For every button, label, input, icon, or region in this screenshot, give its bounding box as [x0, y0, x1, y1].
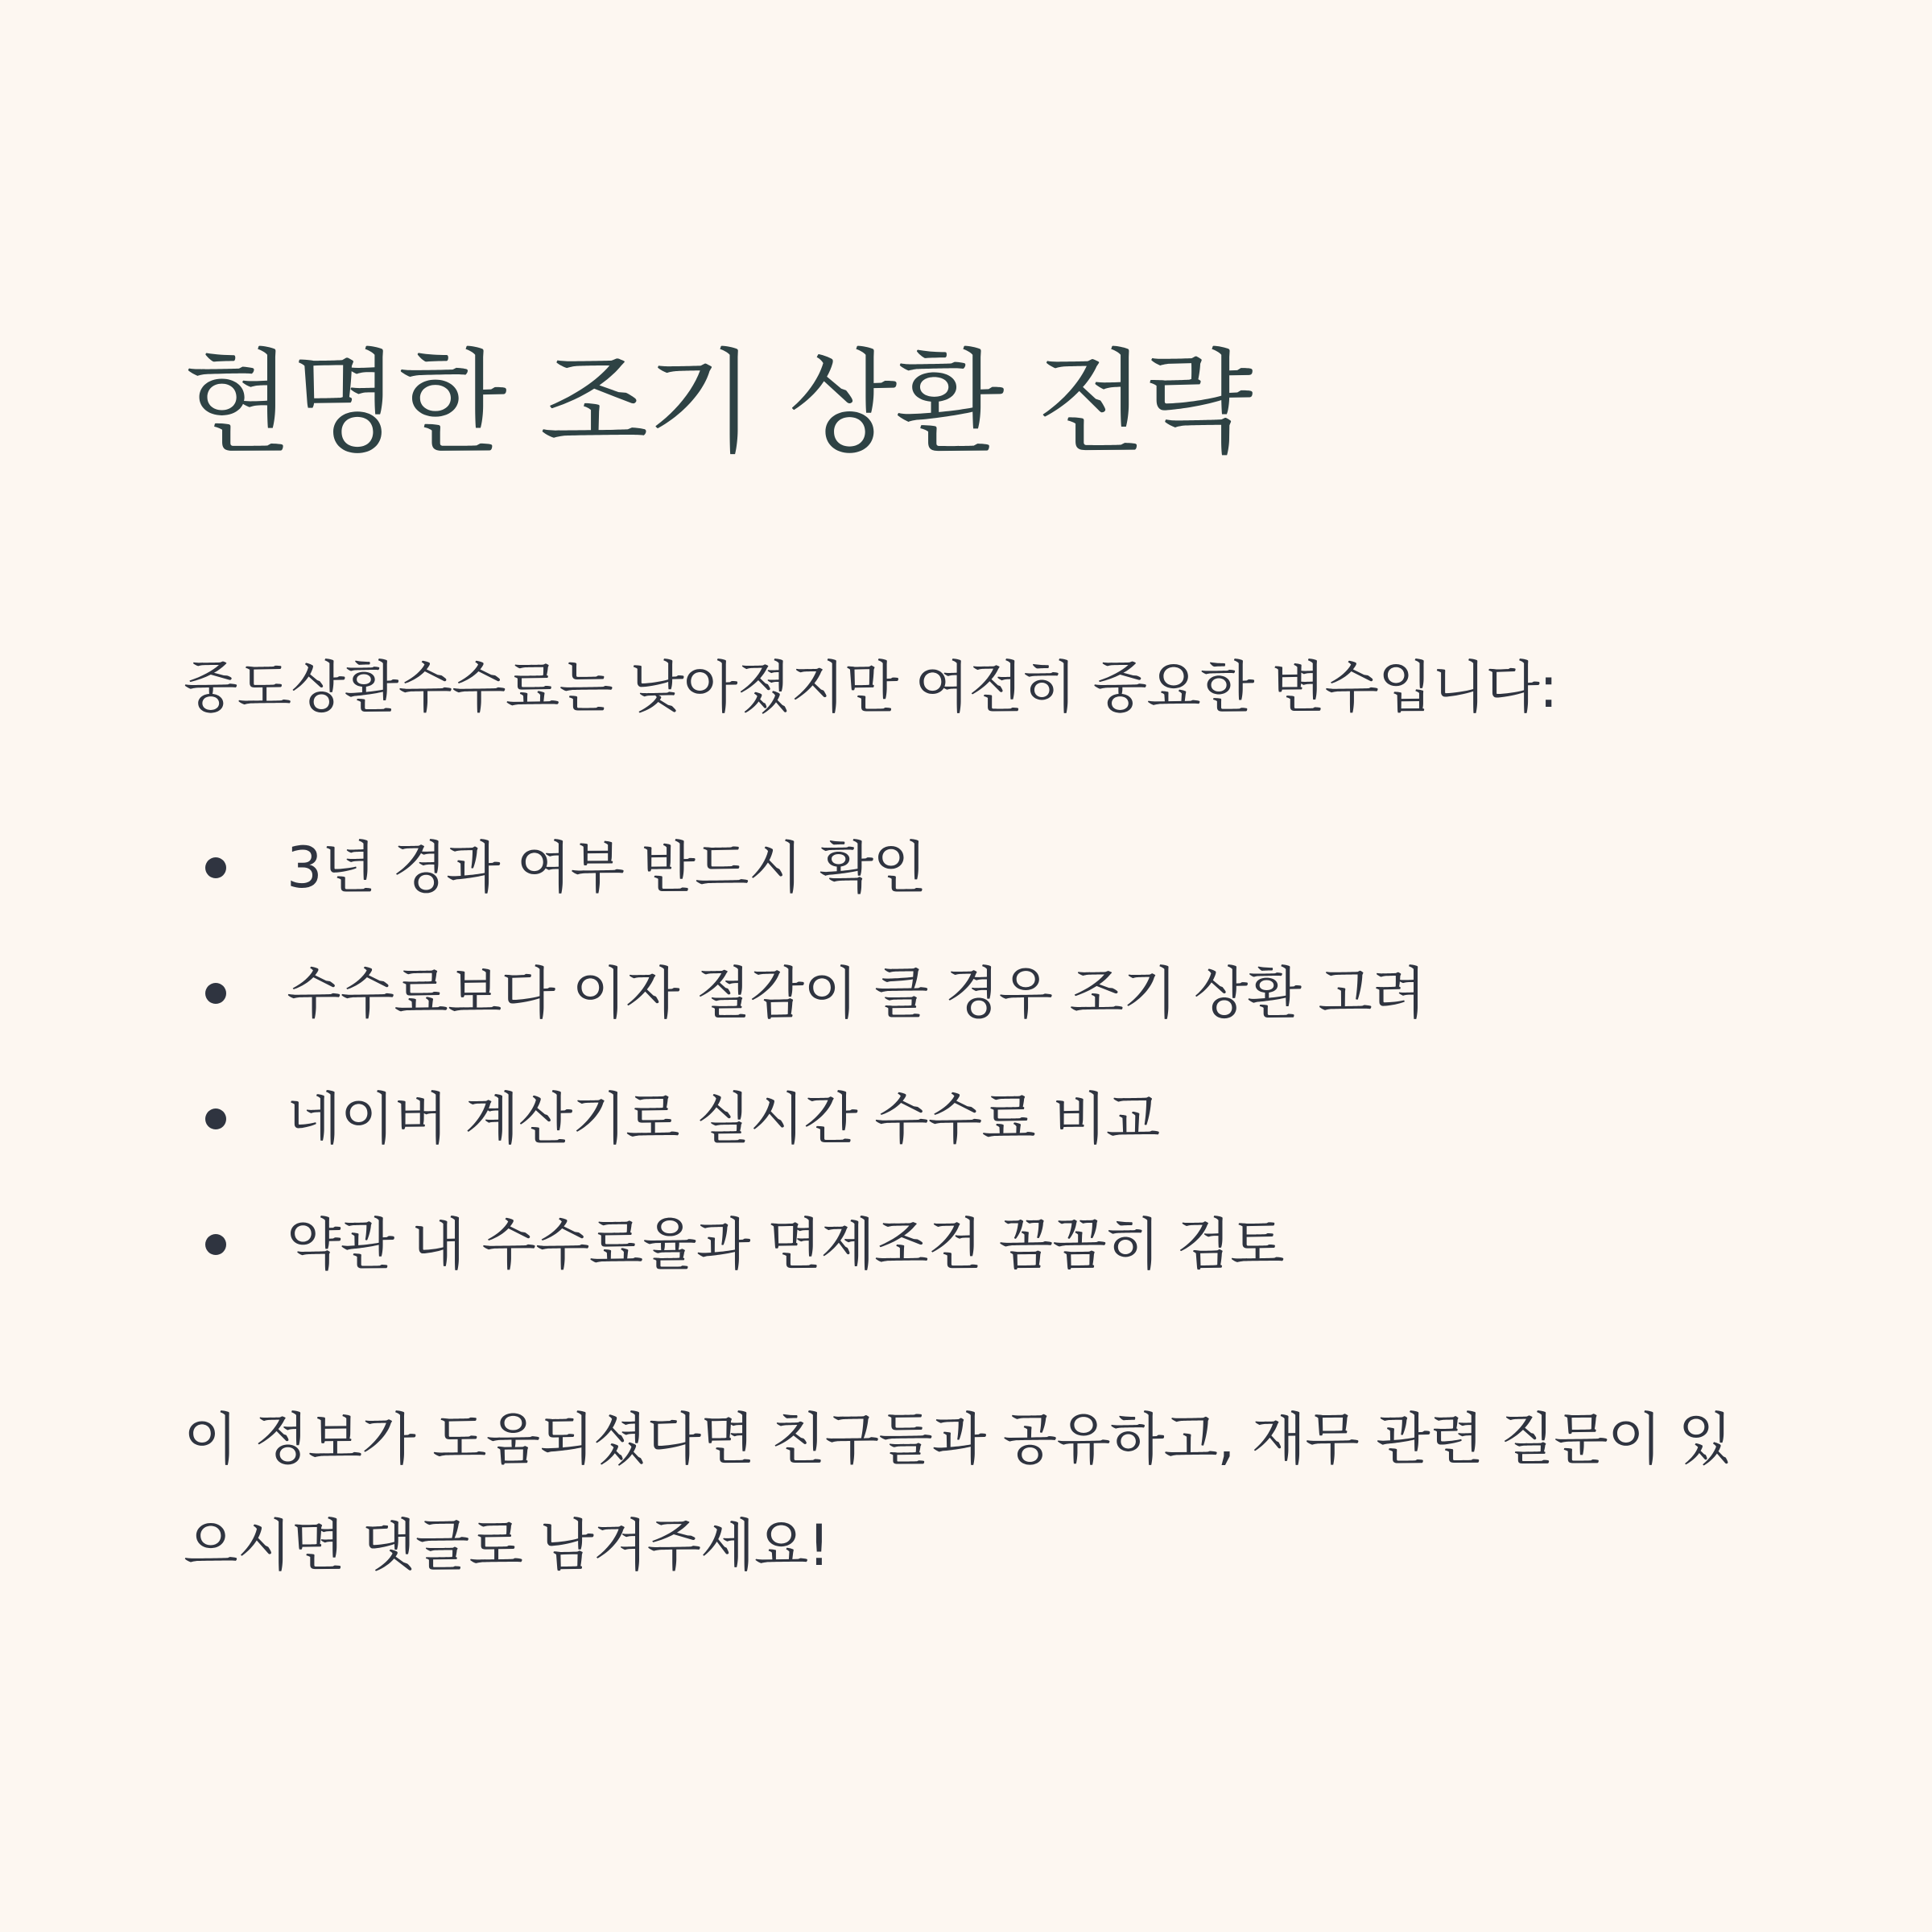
list-item-text: 약관 내 수수료율과 면제조건 꼼꼼히 검토	[287, 1212, 1284, 1278]
bullet-icon	[205, 857, 226, 878]
intro-text: 중도상환수수료는 낮아졌지만 여전히 중요한 변수입니다:	[184, 654, 1558, 720]
bullet-icon	[205, 1234, 226, 1255]
list-item-text: 수수료보다 이자 절감이 클 경우 조기 상환 고려	[287, 960, 1426, 1026]
page-title: 현명한 조기 상환 전략	[184, 338, 1252, 469]
list-item-text: 네이버 계산기로 실시간 수수료 비교	[287, 1086, 1160, 1152]
list-item-text: 3년 경과 여부 반드시 확인	[287, 835, 927, 901]
bullet-icon	[205, 1108, 226, 1129]
closing-message: 이 정보가 도움되셨다면 친구들과 공유하고, 재무 관련 질문이 있으시면 댓글로 남겨주세요!	[184, 1406, 1732, 1579]
bullet-icon	[205, 983, 226, 1004]
